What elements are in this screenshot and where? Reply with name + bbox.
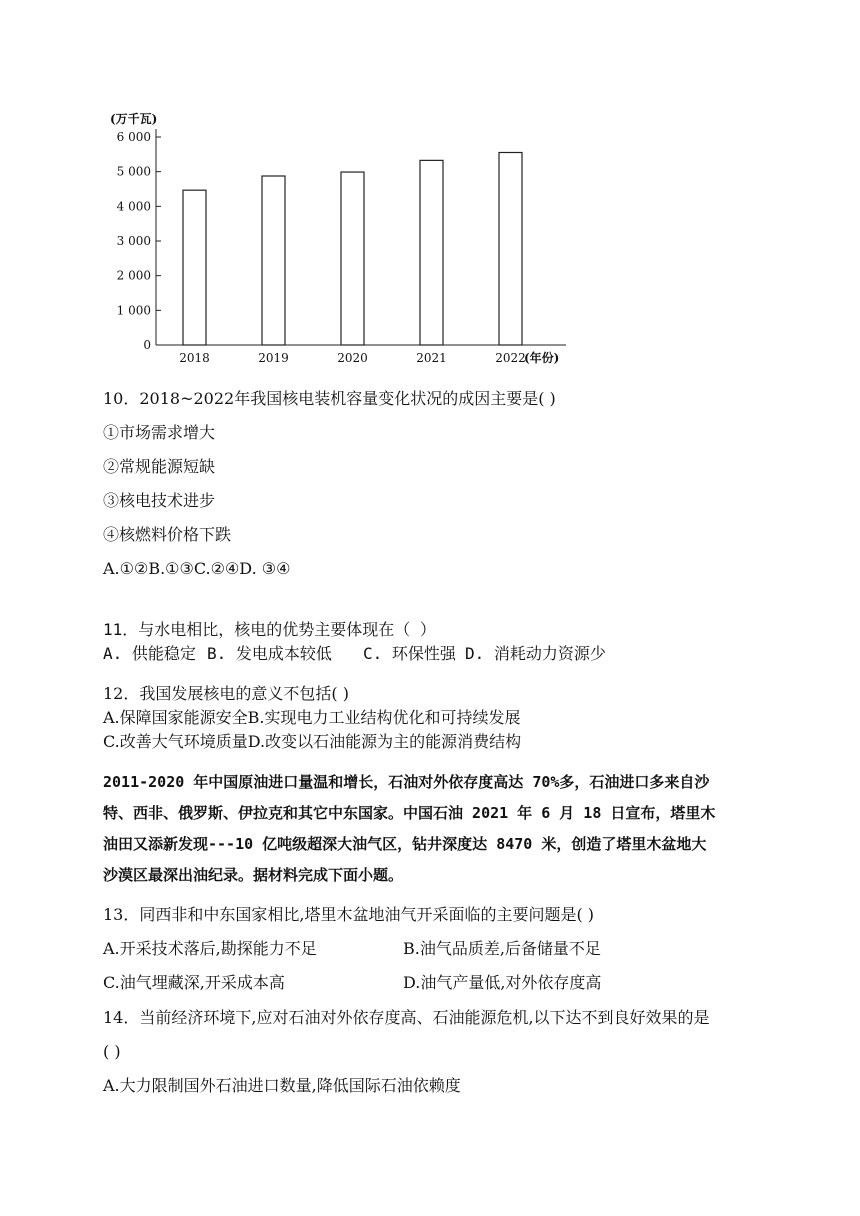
q11-option-a: A. 供能稳定 [103,644,196,663]
q10-item-1: ①市场需求增大 [103,423,216,442]
reading-passage [103,767,763,891]
question-14-stem-cont: ( ) [103,1042,121,1061]
y-tick-label: 3 000 [116,234,151,248]
bar-2018 [183,190,206,345]
bar-chart [108,108,568,372]
q12-options-line-2: C.改善大气环境质量D.改变以石油能源为主的能源消费结构 [103,732,522,751]
y-tick-label: 4 000 [116,199,151,214]
y-tick-label: 0 [143,338,151,352]
y-tick-label: 2 000 [116,268,151,283]
q13-option-d: D.油气产量低,对外依存度高 [403,973,602,992]
q10-item-3: ③核电技术进步 [103,491,216,510]
q13-option-b: B.油气品质差,后备储量不足 [403,939,601,958]
question-13-stem: 13．同西非和中东国家相比,塔里木盆地油气开采面临的主要问题是( ) [103,905,595,924]
q10-options: A.①②B.①③C.②④D. ③④ [103,559,291,578]
y-axis-label: (万千瓦) [110,112,158,126]
q13-option-c: C.油气埋藏深,开采成本高 [103,973,285,992]
passage-line-1: 2011-2020 年中国原油进口量温和增长，石油对外依存度高达 70%多，石油进口多来自沙 [103,773,710,791]
x-tick-label: 2020 [337,351,368,365]
q12-options-line-1: A.保障国家能源安全B.实现电力工业结构优化和可持续发展 [103,708,521,727]
q10-item-4: ④核燃料价格下跌 [103,525,232,544]
q11-option-d: D. 消耗动力资源少 [465,644,606,663]
q14-option-a: A.大力限制国外石油进口数量,降低国际石油依赖度 [103,1076,461,1095]
q11-option-c: C. 环保性强 [363,644,456,663]
question-10-stem: 10．2018~2022年我国核电装机容量变化状况的成因主要是( ) [103,389,556,408]
y-tick-label: 5 000 [116,164,151,179]
bar-2022 [499,152,522,345]
question-14-stem: 14．当前经济环境下,应对石油对外依存度高、石油能源危机,以下达不到良好效果的是 [103,1008,710,1027]
q13-option-a: A.开采技术落后,勘探能力不足 [103,939,317,958]
question-12-stem: 12．我国发展核电的意义不包括( ) [103,684,349,703]
q11-option-b: B. 发电成本较低 [207,644,332,663]
x-tick-label: 2019 [258,351,289,365]
y-tick-label: 6 000 [116,130,151,144]
x-tick-label: 2021 [416,351,447,365]
passage-line-2: 特、西非、俄罗斯、伊拉克和其它中东国家。中国石油 2021 年 6 月 18 日宣布，塔里木 [103,804,716,822]
passage-line-4: 沙漠区最深出油纪录。据材料完成下面小题。 [103,866,404,884]
bar-2021 [420,160,443,345]
x-tick-label: 2018 [179,351,210,365]
passage-line-3: 油田又添新发现---10 亿吨级超深大油气区，钻井深度达 8470 米，创造了塔里木盆地大 [103,835,707,853]
q10-item-2: ②常规能源短缺 [103,457,216,476]
x-tick-label: 2022 [495,351,526,365]
bar-2019 [262,176,285,345]
bar-2020 [341,172,364,345]
x-axis-label: (年份) [524,351,560,365]
y-tick-label: 1 000 [116,303,151,318]
question-11-stem: 11．与水电相比，核电的优势主要体现在（ ） [103,620,436,639]
